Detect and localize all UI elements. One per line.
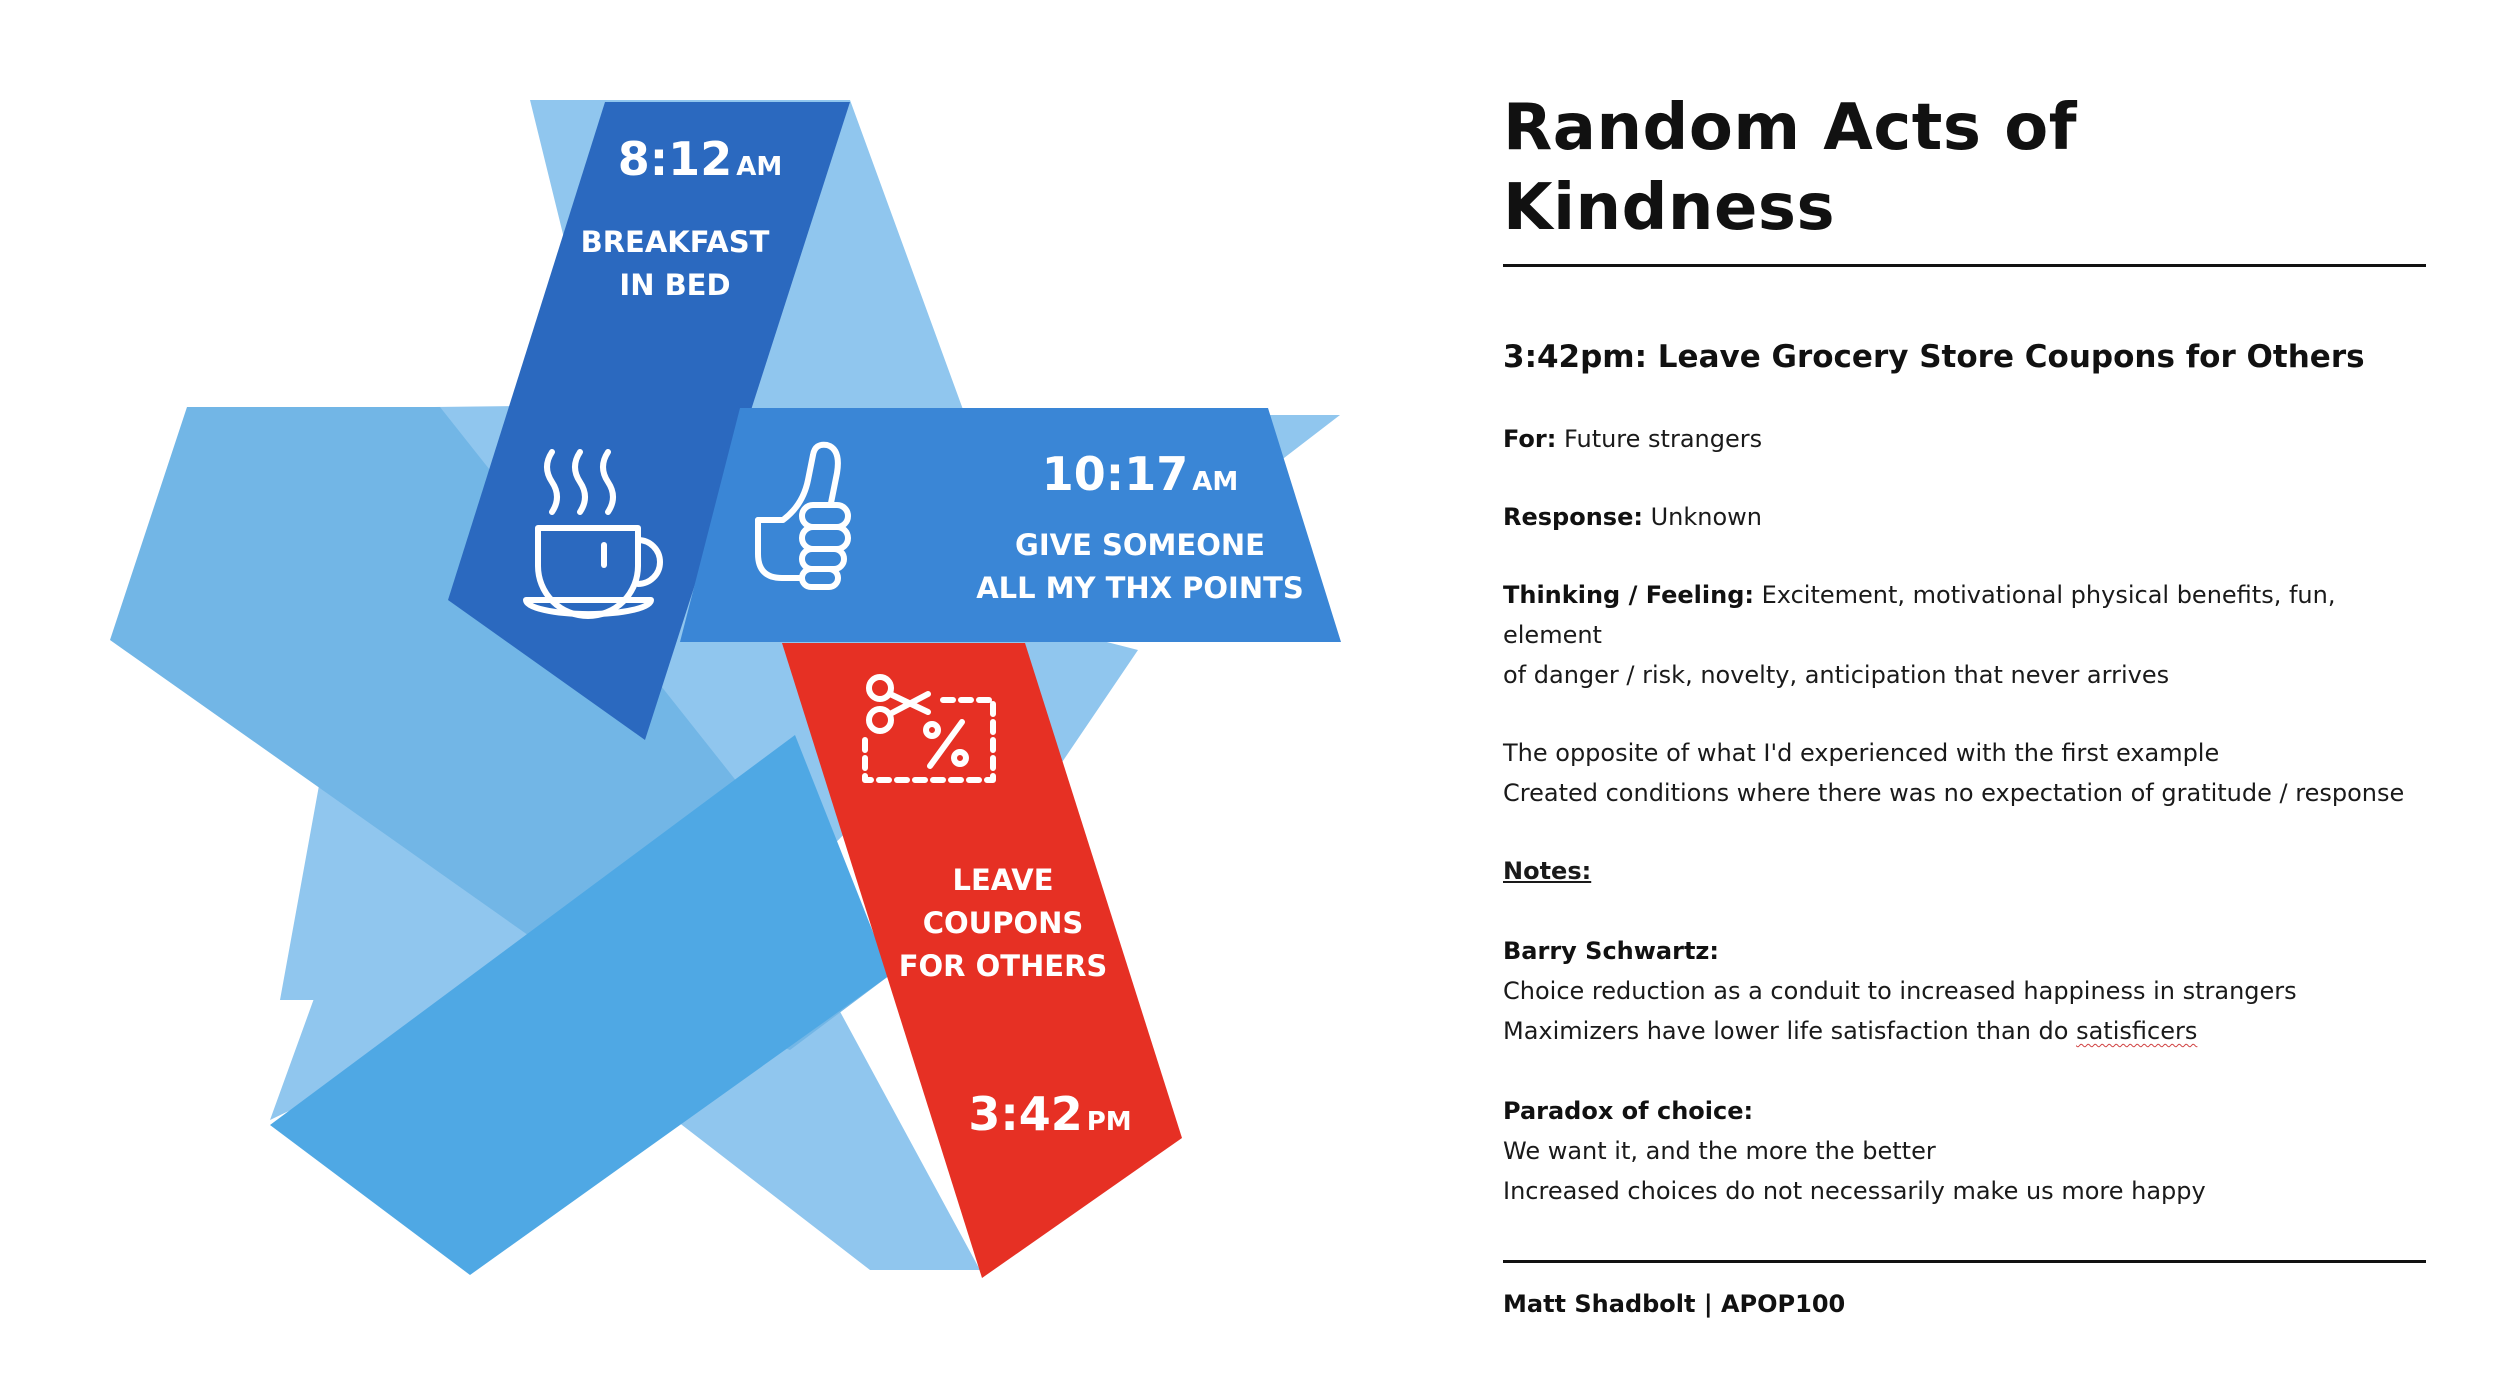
act-subtitle: 3:42pm: Leave Grocery Store Coupons for Others — [1503, 339, 2365, 375]
for-label: For: — [1503, 425, 1557, 453]
paradox-line2: Increased choices do not necessarily make us more happy — [1503, 1177, 2206, 1205]
barry-line1: Choice reduction as a conduit to increased happiness in strangers — [1503, 977, 2297, 1005]
paradox-block — [1503, 1091, 2426, 1211]
thx-line1: GIVE SOMEONE — [1015, 528, 1265, 562]
thx-line2: ALL MY THX POINTS — [976, 571, 1304, 605]
coupons-time: 3:42 PM — [968, 1087, 1132, 1141]
response-value: Unknown — [1650, 503, 1763, 531]
notes-panel — [1503, 88, 2426, 1211]
paradox-heading: Paradox of choice: — [1503, 1097, 1754, 1125]
for-value: Future strangers — [1563, 425, 1763, 453]
notes-heading: Notes: — [1503, 857, 1592, 885]
thinking-line2: of danger / risk, novelty, anticipation that never arrives — [1503, 661, 2170, 689]
title-divider — [1503, 264, 2426, 267]
breakfast-line2: IN BED — [619, 268, 731, 302]
breakfast-time: 8:12 AM — [617, 132, 783, 186]
footer-divider — [1503, 1260, 2426, 1263]
thinking-row — [1503, 575, 2426, 695]
for-row — [1503, 419, 2426, 459]
thinking-label: Thinking / Feeling: — [1503, 581, 1754, 609]
barry-line2-text: Maximizers have lower life satisfaction than do — [1503, 1017, 2077, 1045]
opposite-line1: The opposite of what I'd experienced with the first example — [1503, 739, 2220, 767]
barry-schwartz-block — [1503, 931, 2426, 1051]
coupons-line1: LEAVE — [952, 863, 1054, 897]
coupons-line3: FOR OTHERS — [898, 949, 1108, 983]
spellcheck-word: satisficers — [2076, 1017, 2198, 1045]
breakfast-line1: BREAKFAST — [580, 225, 770, 259]
coupons-line2: COUPONS — [922, 906, 1084, 940]
page-title: Random Acts of Kindness — [1503, 91, 2078, 245]
paradox-line1: We want it, and the more the better — [1503, 1137, 1936, 1165]
thx-band — [680, 408, 1341, 642]
thx-time: 10:17 AM — [1041, 447, 1239, 501]
thinking-line1: Excitement, motivational physical benefits, fun, element — [1503, 581, 2336, 649]
barry-line2 — [1503, 1011, 2426, 1051]
response-label: Response: — [1503, 503, 1643, 531]
opposite-line2: Created conditions where there was no expectation of gratitude / response — [1503, 779, 2405, 807]
response-row — [1503, 497, 2426, 537]
opposite-block — [1503, 733, 2426, 813]
footer-credit: Matt Shadbolt | APOP100 — [1503, 1290, 1846, 1318]
barry-heading: Barry Schwartz: — [1503, 937, 1719, 965]
